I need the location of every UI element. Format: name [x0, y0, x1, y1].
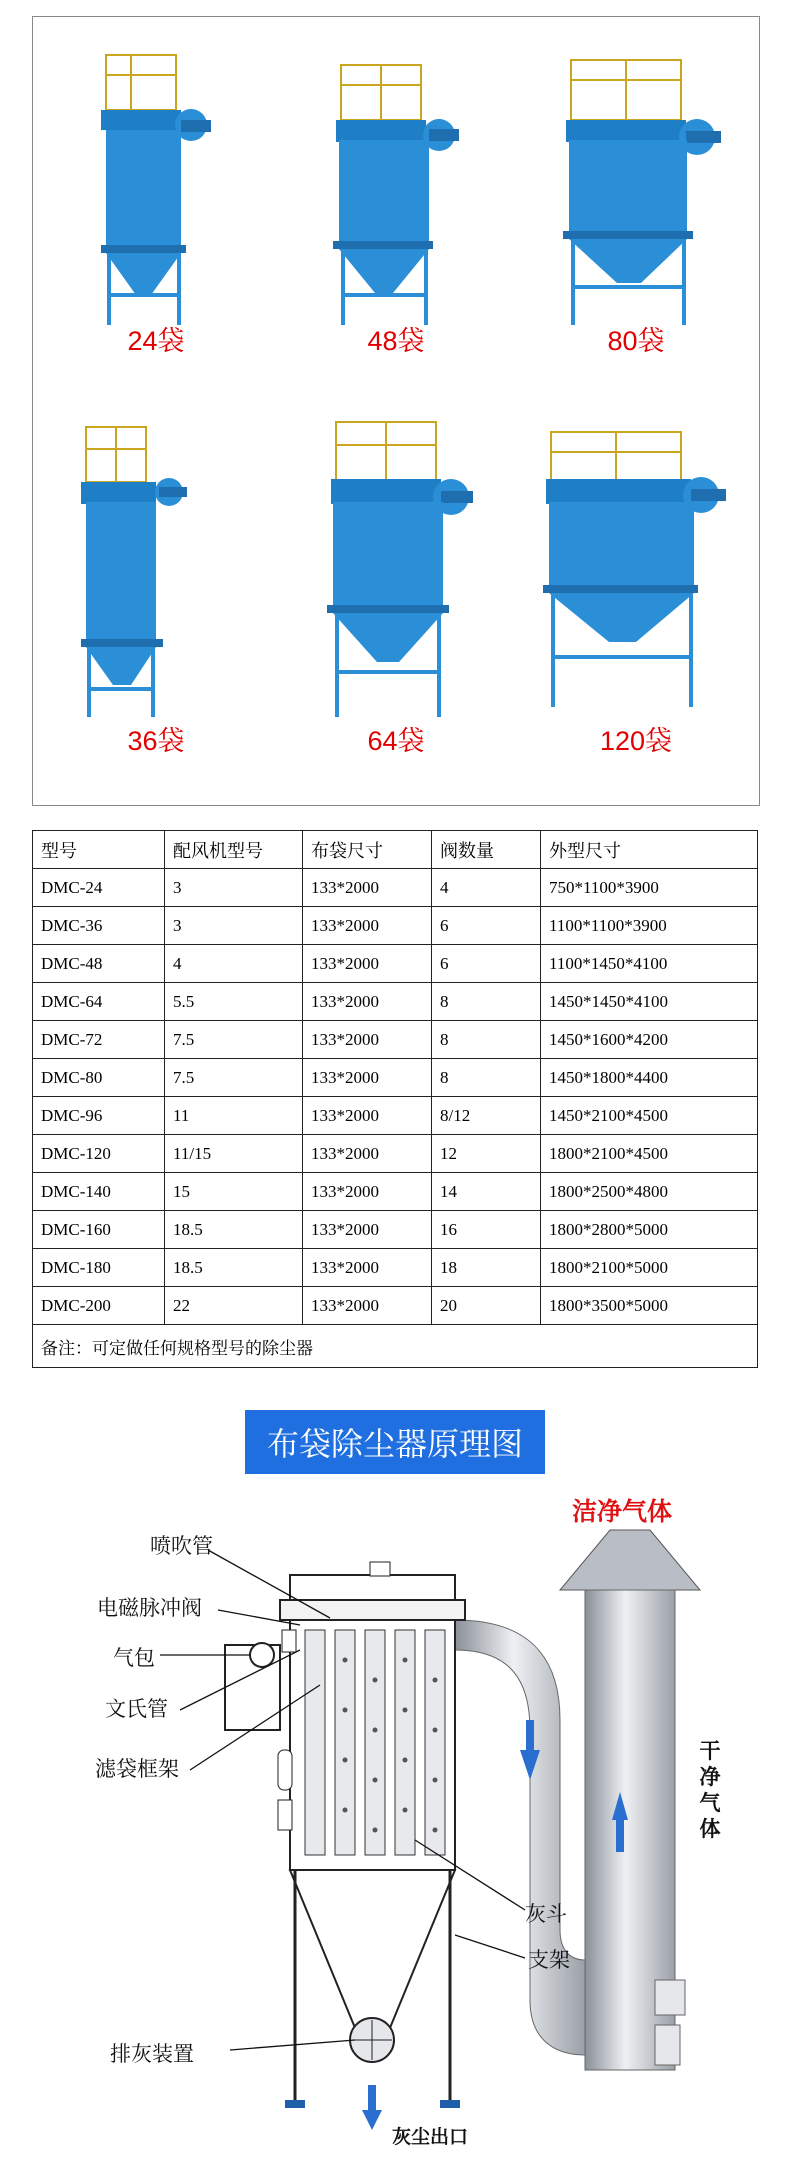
table-cell: 7.5 [165, 1021, 303, 1059]
label-clean-gas: 洁净气体 [572, 1497, 673, 1526]
table-cell: 133*2000 [303, 1097, 432, 1135]
table-cell: 1450*1450*4100 [541, 983, 758, 1021]
table-cell: DMC-160 [33, 1211, 165, 1249]
product-caption: 64袋 [367, 726, 425, 756]
table-cell: 8 [432, 1059, 541, 1097]
product-48-bag [281, 25, 511, 415]
table-cell: 4 [165, 945, 303, 983]
dust-collector-image [281, 25, 511, 365]
product-24-bag [41, 25, 271, 415]
product-caption: 48袋 [367, 326, 425, 356]
table-cell: 6 [432, 907, 541, 945]
table-cell: DMC-80 [33, 1059, 165, 1097]
dust-collector-image [521, 25, 751, 365]
table-cell: 133*2000 [303, 1173, 432, 1211]
spec-table [32, 830, 758, 1368]
table-cell: 1800*2100*4500 [541, 1135, 758, 1173]
col-bag-size: 布袋尺寸 [303, 831, 432, 869]
table-cell: 133*2000 [303, 1249, 432, 1287]
table-note-row [33, 1325, 758, 1368]
duct-elbow [455, 1620, 585, 2055]
table-cell: 133*2000 [303, 1211, 432, 1249]
label-support: 支架 [528, 1948, 570, 1972]
table-cell: 14 [432, 1173, 541, 1211]
table-cell: DMC-64 [33, 983, 165, 1021]
col-dimensions: 外型尺寸 [541, 831, 758, 869]
col-fan-model: 配风机型号 [165, 831, 303, 869]
table-cell: 1450*2100*4500 [541, 1097, 758, 1135]
table-cell: 1100*1100*3900 [541, 907, 758, 945]
label-ash-discharge: 排灰装置 [110, 2042, 194, 2066]
table-row [33, 983, 758, 1021]
table-cell: 1800*2100*5000 [541, 1249, 758, 1287]
table-row [33, 1211, 758, 1249]
diagram-title: 布袋除尘器原理图 [245, 1410, 545, 1474]
product-caption: 120袋 [599, 726, 673, 756]
stack-cap [560, 1530, 700, 1590]
col-valve-count: 阀数量 [432, 831, 541, 869]
product-caption: 36袋 [127, 726, 185, 756]
dust-collector-image [41, 417, 271, 757]
table-row [33, 1249, 758, 1287]
table-row [33, 907, 758, 945]
table-cell: 18.5 [165, 1211, 303, 1249]
product-caption: 24袋 [127, 326, 185, 356]
table-cell: 133*2000 [303, 983, 432, 1021]
product-64-bag [281, 417, 511, 807]
table-row [33, 1021, 758, 1059]
table-cell: 750*1100*3900 [541, 869, 758, 907]
table-cell: 1800*3500*5000 [541, 1287, 758, 1325]
product-gallery [32, 16, 760, 806]
table-cell: DMC-72 [33, 1021, 165, 1059]
table-cell: 22 [165, 1287, 303, 1325]
table-cell: 1450*1600*4200 [541, 1021, 758, 1059]
dust-out-arrow [362, 2110, 382, 2130]
table-row [33, 869, 758, 907]
table-cell: 18 [432, 1249, 541, 1287]
label-dry-gas-vertical: 干净气体 [699, 1739, 721, 1841]
table-cell: 18.5 [165, 1249, 303, 1287]
label-air-bag: 气包 [113, 1646, 155, 1670]
table-row [33, 1097, 758, 1135]
header-plate [280, 1600, 465, 1620]
table-cell: 16 [432, 1211, 541, 1249]
table-cell: 8 [432, 1021, 541, 1059]
table-cell: 8/12 [432, 1097, 541, 1135]
table-cell: 133*2000 [303, 1059, 432, 1097]
ash-hopper [290, 1870, 455, 2040]
table-cell: 133*2000 [303, 869, 432, 907]
table-cell: 133*2000 [303, 907, 432, 945]
col-model: 型号 [33, 831, 165, 869]
product-80-bag [521, 25, 751, 415]
label-bag-cage: 滤袋框架 [95, 1757, 179, 1781]
label-ash-hopper: 灰斗 [525, 1902, 567, 1926]
table-cell: DMC-140 [33, 1173, 165, 1211]
product-36-bag [41, 417, 271, 807]
label-dust-outlet: 灰尘出口 [392, 2126, 469, 2148]
table-cell: 3 [165, 907, 303, 945]
table-cell: 133*2000 [303, 1135, 432, 1173]
table-cell: 133*2000 [303, 1021, 432, 1059]
table-cell: 11 [165, 1097, 303, 1135]
dust-collector-image [521, 417, 751, 757]
table-cell: 3 [165, 869, 303, 907]
table-cell: 8 [432, 983, 541, 1021]
table-cell: DMC-96 [33, 1097, 165, 1135]
dust-collector-image [41, 25, 271, 365]
table-cell: 4 [432, 869, 541, 907]
table-cell: 133*2000 [303, 1287, 432, 1325]
table-cell: 1800*2800*5000 [541, 1211, 758, 1249]
table-cell: 20 [432, 1287, 541, 1325]
table-cell: 133*2000 [303, 945, 432, 983]
label-solenoid-valve: 电磁脉冲阀 [97, 1596, 202, 1620]
table-cell: DMC-120 [33, 1135, 165, 1173]
table-cell: 6 [432, 945, 541, 983]
table-row [33, 1135, 758, 1173]
table-cell: DMC-200 [33, 1287, 165, 1325]
label-venturi: 文氏管 [105, 1697, 168, 1721]
table-cell: 11/15 [165, 1135, 303, 1173]
table-cell: 1100*1450*4100 [541, 945, 758, 983]
fan-block [655, 1980, 685, 2015]
table-row [33, 1059, 758, 1097]
table-note: 备注：可定做任何规格型号的除尘器 [33, 1325, 758, 1368]
air-bag [250, 1643, 274, 1667]
table-cell: DMC-24 [33, 869, 165, 907]
table-cell: DMC-48 [33, 945, 165, 983]
dust-collector-image [281, 417, 511, 757]
label-spray-pipe: 喷吹管 [150, 1534, 213, 1558]
table-cell: 5.5 [165, 983, 303, 1021]
product-caption: 80袋 [607, 326, 665, 356]
table-cell: DMC-36 [33, 907, 165, 945]
table-row [33, 1287, 758, 1325]
table-header-row [33, 831, 758, 869]
table-cell: DMC-180 [33, 1249, 165, 1287]
table-cell: 1450*1800*4400 [541, 1059, 758, 1097]
table-cell: 15 [165, 1173, 303, 1211]
table-row [33, 945, 758, 983]
table-cell: 1800*2500*4800 [541, 1173, 758, 1211]
product-120-bag [521, 417, 751, 807]
table-cell: 12 [432, 1135, 541, 1173]
table-row [33, 1173, 758, 1211]
table-cell: 7.5 [165, 1059, 303, 1097]
